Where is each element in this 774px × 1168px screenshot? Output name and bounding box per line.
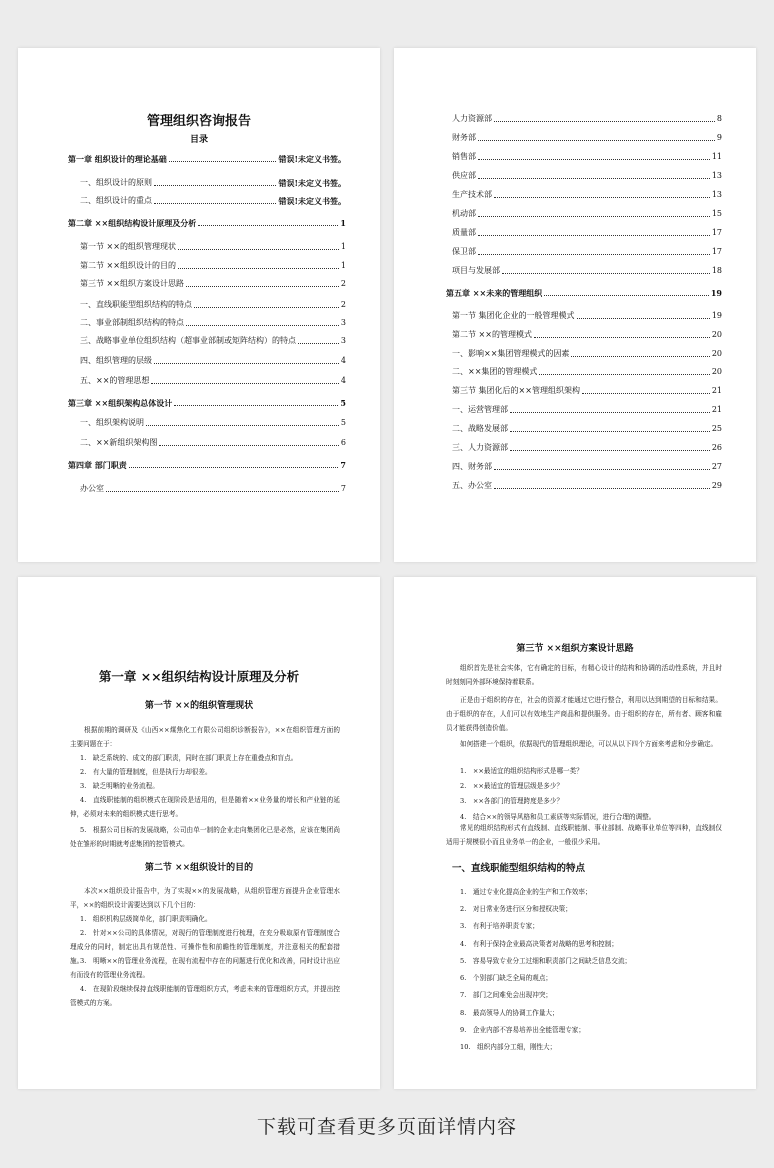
toc-entry-page: 17 (711, 247, 722, 256)
toc-entry-label: 第三章 ××组织架构总体设计 (68, 398, 173, 408)
toc-entry-label: 办公室 (80, 484, 104, 493)
toc-entry-label: 项目与发展部 (452, 266, 500, 275)
toc-entry-label: 财务部 (452, 133, 476, 142)
toc-entry[interactable] (80, 196, 346, 206)
toc-leader-dots (571, 356, 709, 357)
toc-entry-label: 五、××的管理思想 (80, 376, 150, 385)
toc-entry[interactable] (452, 443, 722, 453)
toc-leader-dots (494, 488, 710, 489)
document-page-chapter-1 (18, 577, 380, 1089)
toc-entry[interactable] (80, 336, 346, 346)
toc-entry[interactable] (452, 349, 722, 359)
list-item: 1. 缺乏系统的、成文的部门职责，同时在部门职责上存在重叠点和盲点。 (80, 754, 298, 762)
toc-entry-label: 二、战略发展部 (452, 424, 508, 433)
toc-entry[interactable] (80, 300, 346, 310)
toc-entry-page: 20 (711, 367, 722, 376)
toc-entry[interactable] (452, 405, 722, 415)
toc-entry[interactable] (68, 460, 346, 470)
toc-leader-dots (146, 425, 339, 426)
toc-entry-label: 第二章 ××组织结构设计原理及分析 (68, 218, 197, 228)
toc-entry-page: 6 (340, 438, 346, 447)
toc-entry-page: 4 (340, 356, 346, 365)
toc-leader-dots (478, 216, 710, 217)
list-item: 3. 有利于培养职责专家； (460, 922, 539, 930)
section-title: 第二节 ××组织设计的目的 (144, 863, 254, 873)
list-item: 8. 最高领导人的协调工作量大； (460, 1009, 559, 1017)
toc-leader-dots (544, 295, 709, 296)
toc-entry[interactable] (68, 398, 346, 408)
toc-leader-dots (154, 185, 276, 186)
toc-entry-label: 供应部 (452, 171, 476, 180)
toc-entry-page: 29 (711, 481, 722, 490)
toc-entry-label: 一、运营管理部 (452, 405, 508, 414)
toc-entry-label: 五、办公室 (452, 481, 492, 490)
toc-entry-page: 25 (711, 424, 722, 433)
toc-entry-label: 四、财务部 (452, 462, 492, 471)
toc-entry-page: 错误!未定义书签。 (278, 154, 346, 164)
toc-entry-label: 一、直线职能型组织结构的特点 (80, 300, 192, 309)
section-title: 第一节 ××的组织管理现状 (144, 701, 254, 711)
toc-entry-page: 13 (711, 171, 722, 180)
toc-leader-dots (154, 363, 339, 364)
list-item: 4. 直线职能制的组织模式在现阶段是适用的，但是随着××业务量的增长和产业链的延伸，必须对未来的组织模式进行思考。 (70, 796, 340, 818)
toc-entry-label: 一、影响××集团管理模式的因素 (452, 349, 570, 358)
toc-entry-page: 3 (340, 336, 346, 345)
toc-entry-page: 5 (340, 398, 346, 408)
toc-entry[interactable] (446, 288, 722, 298)
toc-leader-dots (478, 235, 710, 236)
toc-leader-dots (178, 268, 339, 269)
toc-entry-label: 第一节 集团化企业的一般管理模式 (452, 311, 575, 320)
toc-heading: 目录 (189, 135, 208, 145)
toc-entry[interactable] (452, 424, 722, 434)
list-item: 1. ××最适宜的组织结构形式是哪一类？ (460, 767, 583, 775)
toc-entry[interactable] (68, 218, 346, 228)
toc-entry-label: 二、事业部制组织结构的特点 (80, 318, 184, 327)
toc-entry[interactable] (452, 367, 722, 377)
toc-entry-page: 26 (711, 443, 722, 452)
list-item: 3. 缺乏明晰的业务流程。 (80, 782, 159, 790)
toc-entry-page: 错误!未定义书签。 (278, 196, 346, 206)
toc-entry[interactable] (452, 386, 722, 396)
toc-entry[interactable] (80, 261, 346, 271)
toc-entry-page: 20 (711, 330, 722, 339)
toc-entry[interactable] (80, 376, 346, 386)
toc-entry-page: 错误!未定义书签。 (278, 178, 346, 188)
list-item: 4. 结合××的领导风格和员工素质等实际情况，进行合理的调整。 (460, 813, 656, 821)
toc-entry[interactable] (452, 481, 722, 491)
toc-entry[interactable] (452, 247, 722, 257)
list-item: 5. 容易导致专业分工过细和职责部门之间缺乏信息交流； (460, 957, 632, 965)
toc-entry-label: 生产技术部 (452, 190, 492, 199)
download-caption: 下载可查看更多页面详情内容 (256, 1116, 517, 1138)
toc-entry-label: 销售部 (452, 152, 476, 161)
toc-entry-label: 人力资源部 (452, 114, 492, 123)
toc-entry-label: 保卫部 (452, 247, 476, 256)
toc-leader-dots (186, 325, 339, 326)
toc-entry-page: 2 (340, 300, 346, 309)
toc-leader-dots (502, 273, 710, 274)
toc-leader-dots (478, 254, 710, 255)
toc-leader-dots (169, 161, 277, 162)
document-page-toc-2 (394, 48, 756, 562)
toc-entry-page: 1 (340, 261, 346, 270)
list-item: 7. 部门之间难免会出现冲突； (460, 991, 553, 999)
toc-entry-label: 第四章 部门职责 (68, 460, 127, 470)
paragraph: 根据前期的调研及《山西××煤焦化工有限公司组织诊断报告》，××在组织管理方面的主要问题在于： (70, 726, 340, 748)
paragraph: 正是由于组织的存在，社会的资源才能通过它进行整合，利用以达到期望的目标和结果。由于组织的存在，人们可以有效地生产商品和提供服务。由于组织的存在，所有者、顾客和雇员才能获得创造价值。 (446, 696, 722, 732)
toc-leader-dots (298, 343, 339, 344)
toc-leader-dots (478, 140, 715, 141)
toc-entry[interactable] (452, 462, 722, 472)
toc-entry[interactable] (452, 209, 722, 219)
toc-leader-dots (510, 431, 710, 432)
toc-leader-dots (194, 307, 339, 308)
toc-entry[interactable] (80, 484, 346, 494)
toc-leader-dots (106, 491, 339, 492)
toc-entry-label: 四、组织管理的层级 (80, 356, 152, 365)
toc-leader-dots (178, 249, 339, 250)
toc-entry-page: 1 (340, 242, 346, 251)
toc-entry-label: 一、组织架构说明 (80, 418, 144, 427)
toc-entry-page: 15 (711, 209, 722, 218)
toc-entry-label: 第三节 ××组织方案设计思路 (80, 279, 184, 288)
toc-leader-dots (539, 374, 709, 375)
toc-entry-page: 4 (340, 376, 346, 385)
toc-entry-page: 7 (340, 484, 346, 493)
list-item: 2. 有大量的管理制度，但是执行力却很差。 (80, 768, 212, 776)
toc-entry-label: 三、人力资源部 (452, 443, 508, 452)
toc-entry-label: 第二节 ××组织设计的目的 (80, 261, 176, 270)
toc-entry-page: 8 (716, 114, 722, 123)
paragraph: 常见的组织结构形式有直线制、直线职能制、事业部制、战略事业单位等四种，直线制仅适用于规模很小而且业务单一的企业，一般很少采用。 (446, 824, 722, 846)
toc-leader-dots (198, 225, 338, 226)
toc-entry-page: 27 (711, 462, 722, 471)
chapter-title: 第一章 ××组织结构设计原理及分析 (98, 669, 300, 684)
toc-leader-dots (478, 178, 710, 179)
section-title: 第三节 ××组织方案设计思路 (516, 644, 634, 654)
list-item: 6. 个别部门缺乏全局的观点； (460, 974, 553, 982)
toc-leader-dots (478, 159, 710, 160)
toc-entry-page: 19 (710, 288, 722, 298)
toc-entry-label: 第一节 ××的组织管理现状 (80, 242, 176, 251)
toc-entry-page: 18 (711, 266, 722, 275)
toc-entry-page: 3 (340, 318, 346, 327)
toc-entry[interactable] (80, 418, 346, 428)
toc-entry-label: 第五章 ××未来的管理组织 (446, 288, 543, 298)
report-title: 管理组织咨询报告 (146, 114, 251, 129)
toc-leader-dots (129, 467, 339, 468)
toc-entry-page: 5 (340, 418, 346, 427)
toc-entry[interactable] (80, 438, 346, 448)
list-item: 9. 企业内部不容易培养出全能管理专家； (460, 1026, 585, 1034)
toc-entry[interactable] (80, 356, 346, 366)
paragraph: 如何搭建一个组织，依据现代的管理组织理论，可以从以下四个方面来考虑和分步确定。 (460, 740, 718, 748)
toc-leader-dots (151, 383, 339, 384)
toc-leader-dots (494, 197, 710, 198)
toc-entry-label: 机动部 (452, 209, 476, 218)
list-item: 2. 针对××公司的具体情况，对现行的管理制度进行梳理，在充分吸取原有管理制度合理成分的同时，制定出具有规范性、可操作性和前瞻性的管理制度，并注意相关的配套措施。 (70, 929, 340, 965)
toc-entry-page: 20 (711, 349, 722, 358)
list-item: 2. ××最适宜的管理层级是多少？ (460, 782, 564, 790)
toc-entry-page: 21 (711, 405, 722, 414)
toc-entry-page: 21 (711, 386, 722, 395)
toc-entry-label: 第二节 ××的管理模式 (452, 330, 532, 339)
list-item: 1. 通过专业化提高企业的生产和工作效率； (460, 888, 592, 896)
toc-entry-page: 7 (340, 460, 346, 470)
list-item: 4. 在现阶段继续保持直线职能制的管理组织方式，考虑未来的管理组织方式，并提出控管模式的方案。 (70, 985, 340, 1007)
toc-leader-dots (534, 337, 710, 338)
toc-entry[interactable] (452, 330, 722, 340)
toc-entry-page: 11 (711, 152, 722, 161)
toc-entry-page: 17 (711, 228, 722, 237)
paragraph: 组织首先是社会实体，它有确定的目标，有精心设计的结构和协调的活动性系统，并且时时刻刻同外部环境保持着联系。 (446, 664, 722, 686)
toc-entry-label: 第三节 集团化后的××管理组织架构 (452, 386, 580, 395)
toc-leader-dots (186, 286, 339, 287)
toc-entry-page: 1 (340, 218, 346, 228)
toc-entry-page: 2 (340, 279, 346, 288)
toc-entry-label: 第一章 组织设计的理论基础 (68, 154, 167, 164)
toc-leader-dots (577, 318, 710, 319)
toc-entry-page: 9 (716, 133, 722, 142)
list-item: 2. 对日常业务进行区分和授权决策； (460, 905, 572, 913)
toc-entry-label: 二、××新组织架构图 (80, 438, 158, 447)
toc-entry-label: 一、组织设计的原则 (80, 178, 152, 187)
toc-leader-dots (154, 203, 276, 204)
toc-entry[interactable] (452, 171, 722, 181)
toc-entry[interactable] (452, 114, 722, 124)
subsection-title: 一、直线职能型组织结构的特点 (452, 863, 586, 874)
toc-leader-dots (494, 469, 710, 470)
toc-entry-label: 质量部 (452, 228, 476, 237)
toc-entry[interactable] (80, 242, 346, 252)
toc-entry[interactable] (452, 152, 722, 162)
toc-entry-page: 13 (711, 190, 722, 199)
toc-entry[interactable] (80, 279, 346, 289)
toc-entry-page: 19 (711, 311, 722, 320)
list-item: 4. 有利于保持企业最高决策者对战略的思考和控制； (460, 940, 618, 948)
document-page-toc-1 (18, 48, 380, 562)
list-item: 10. 组织内部分工细，刚性大； (460, 1043, 557, 1051)
toc-leader-dots (510, 412, 710, 413)
toc-entry[interactable] (80, 178, 346, 188)
toc-entry[interactable] (452, 228, 722, 238)
toc-entry[interactable] (452, 133, 722, 143)
list-item: 3. 明晰××的管理业务流程，在现有流程中存在的问题进行优化和改善，同时设计出应有而没有的管理业务流程。 (70, 957, 340, 979)
paragraph: 本次××组织设计报告中，为了实现××的发展战略，从组织管理方面提升企业管理水平，××的组织设计需要达到以下几个目的： (70, 887, 340, 909)
toc-leader-dots (510, 450, 710, 451)
toc-entry-label: 三、战略事业单位组织结构（超事业部制或矩阵结构）的特点 (80, 336, 296, 345)
toc-leader-dots (159, 445, 339, 446)
toc-entry-label: 二、××集团的管理模式 (452, 367, 538, 376)
toc-entry-label: 二、组织设计的重点 (80, 196, 152, 205)
toc-entry[interactable] (452, 190, 722, 200)
toc-leader-dots (582, 393, 710, 394)
toc-entry[interactable] (80, 318, 346, 328)
toc-leader-dots (174, 405, 338, 406)
toc-entry[interactable] (68, 154, 346, 164)
document-page-section-3 (394, 577, 756, 1089)
toc-leader-dots (494, 121, 715, 122)
toc-entry[interactable] (452, 311, 722, 321)
list-item: 1. 组织机构层级简单化，部门职责明确化。 (80, 915, 212, 923)
list-item: 5. 根据公司目标的发展战略，公司由单一制的企业走向集团化已是必然，应该在集团尚处在雏形的时期就考虑集团的控管模式。 (70, 826, 340, 848)
toc-entry[interactable] (452, 266, 722, 276)
list-item: 3. ××各部门的管理跨度是多少？ (460, 797, 564, 805)
